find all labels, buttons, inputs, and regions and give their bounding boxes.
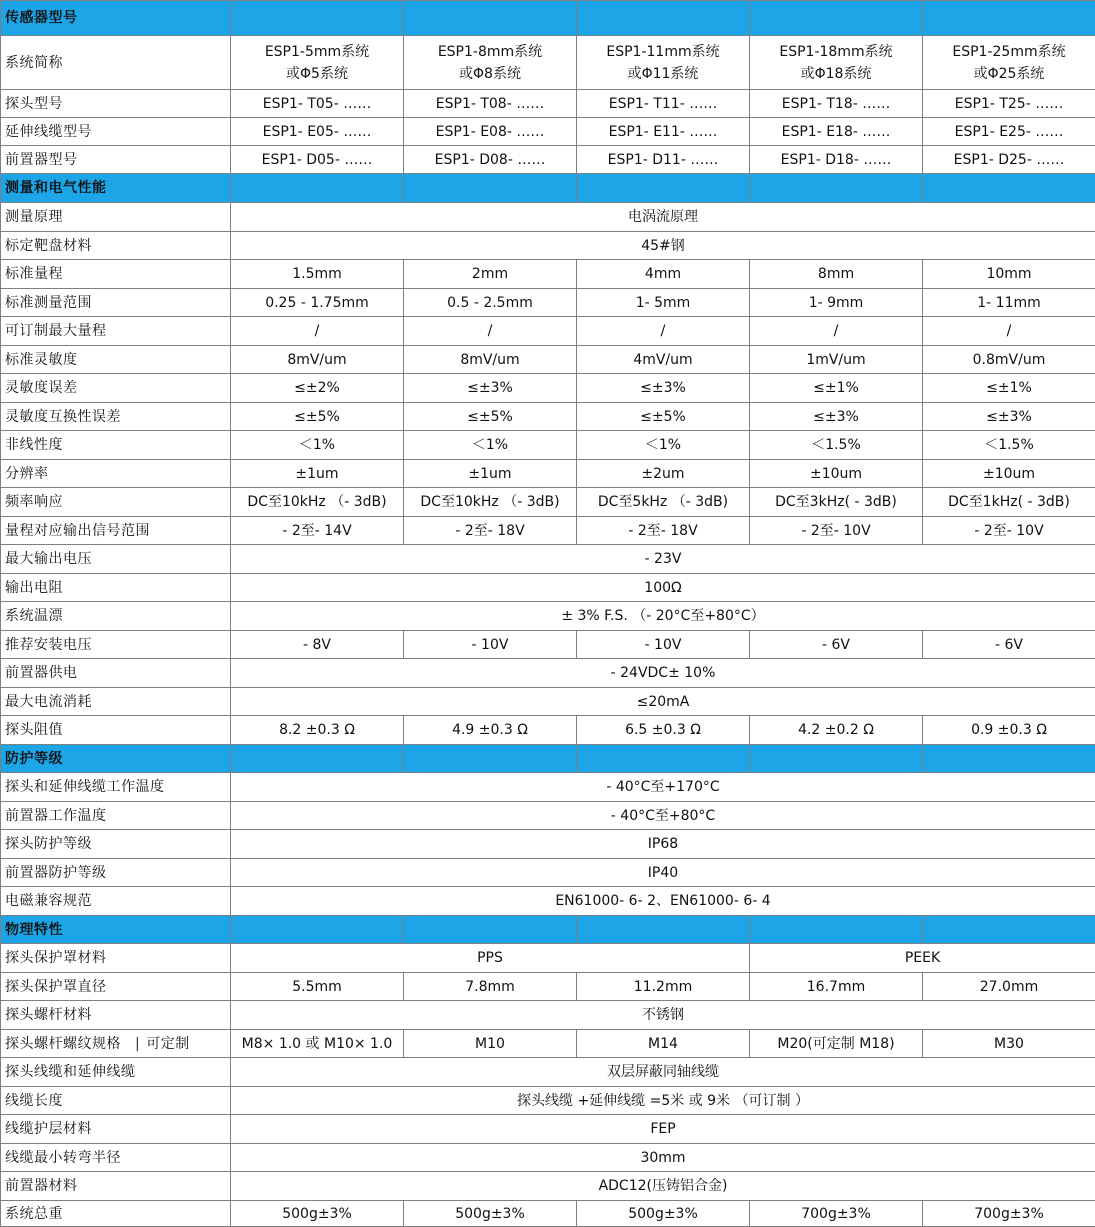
probe-resistance-value-5: 0.9 ±0.3 Ω <box>923 716 1095 745</box>
sensitivity-label: 标准灵敏度 <box>1 346 231 374</box>
interchange-error-value-4: ≤±3% <box>750 403 923 431</box>
preamp-temp-label: 前置器工作温度 <box>1 802 231 830</box>
temp-drift-label: 系统温漂 <box>1 602 231 631</box>
system-name-line1: ESP1-11mm系统 <box>577 44 749 60</box>
output-range-value-5: - 2至- 10V <box>923 517 1095 545</box>
section-measurement-title: 测量和电气性能 <box>1 174 231 203</box>
principle-value: 电涡流原理 <box>231 203 1095 232</box>
output-range-label: 量程对应输出信号范围 <box>1 517 231 545</box>
ext-cable-model-value-5: ESP1- E25- …… <box>923 118 1095 146</box>
probe-resistance-value-2: 4.9 ±0.3 Ω <box>404 716 577 745</box>
section-physical <box>1 916 1095 944</box>
section-measurement-fill <box>923 174 1095 203</box>
nonlinearity-value-4: ＜1.5% <box>750 431 923 460</box>
row-power-supply <box>1 659 1095 688</box>
max-output-voltage-label: 最大输出电压 <box>1 545 231 574</box>
row-install-voltage <box>1 631 1095 659</box>
nonlinearity-label: 非线性度 <box>1 431 231 460</box>
resolution-value-5: ±10um <box>923 460 1095 488</box>
freq-response-value-3: DC至5kHz （- 3dB) <box>577 488 750 517</box>
preamp-ip-value: IP40 <box>231 859 1095 887</box>
sensitivity-error-value-1: ≤±2% <box>231 374 404 403</box>
section-physical-fill <box>404 916 577 944</box>
system-name-value-4 <box>750 36 923 90</box>
total-weight-value-2: 500g±3% <box>404 1201 577 1227</box>
screw-material-value: 不锈钢 <box>231 1001 1095 1030</box>
nonlinearity-value-2: ＜1% <box>404 431 577 460</box>
row-principle <box>1 203 1095 232</box>
probe-model-value-1: ESP1- T05- …… <box>231 90 404 118</box>
preamp-model-value-3: ESP1- D11- …… <box>577 146 750 174</box>
row-max-current <box>1 688 1095 716</box>
section-protection-fill <box>923 745 1095 773</box>
ext-cable-model-value-2: ESP1- E08- …… <box>404 118 577 146</box>
row-output-resistance <box>1 574 1095 602</box>
row-cable-temp <box>1 773 1095 802</box>
bend-radius-value: 30mm <box>231 1144 1095 1172</box>
row-probe-model <box>1 90 1095 118</box>
section-physical-title: 物理特性 <box>1 916 231 944</box>
interchange-error-value-5: ≤±3% <box>923 403 1095 431</box>
freq-response-value-1: DC至10kHz （- 3dB) <box>231 488 404 517</box>
row-total-weight <box>1 1201 1095 1227</box>
cable-type-value: 双层屏蔽同轴线缆 <box>231 1058 1095 1087</box>
section-sensor-model-title: 传感器型号 <box>1 1 231 36</box>
system-name-line2: 或Φ18系统 <box>750 66 922 82</box>
spec-table-body <box>1 1 1095 1227</box>
cable-length-label: 线缆长度 <box>1 1087 231 1115</box>
total-weight-label: 系统总重 <box>1 1201 231 1227</box>
preamp-material-value: ADC12(压铸铝合金) <box>231 1172 1095 1201</box>
probe-model-value-2: ESP1- T08- …… <box>404 90 577 118</box>
output-range-value-3: - 2至- 18V <box>577 517 750 545</box>
interchange-error-value-1: ≤±5% <box>231 403 404 431</box>
target-material-value: 45#钢 <box>231 232 1095 260</box>
section-sensor-model-fill <box>577 1 750 36</box>
max-custom-range-value-5: / <box>923 317 1095 346</box>
sensitivity-value-2: 8mV/um <box>404 346 577 374</box>
row-preamp-model <box>1 146 1095 174</box>
section-sensor-model <box>1 1 1095 36</box>
row-cable-length <box>1 1087 1095 1115</box>
row-interchange-error <box>1 403 1095 431</box>
install-voltage-value-2: - 10V <box>404 631 577 659</box>
row-target-material <box>1 232 1095 260</box>
sensitivity-error-label: 灵敏度误差 <box>1 374 231 403</box>
install-voltage-value-5: - 6V <box>923 631 1095 659</box>
preamp-model-value-1: ESP1- D05- …… <box>231 146 404 174</box>
system-name-line1: ESP1-5mm系统 <box>231 44 403 60</box>
nonlinearity-value-1: ＜1% <box>231 431 404 460</box>
measure-range-label: 标准测量范围 <box>1 289 231 317</box>
probe-resistance-value-4: 4.2 ±0.2 Ω <box>750 716 923 745</box>
probe-resistance-value-1: 8.2 ±0.3 Ω <box>231 716 404 745</box>
section-protection-fill <box>750 745 923 773</box>
sensitivity-error-value-3: ≤±3% <box>577 374 750 403</box>
probe-ip-label: 探头防护等级 <box>1 830 231 859</box>
system-name-line2: 或Φ5系统 <box>231 66 403 82</box>
cable-temp-value: - 40°C至+170°C <box>231 773 1095 802</box>
sensitivity-value-3: 4mV/um <box>577 346 750 374</box>
system-name-value-2 <box>404 36 577 90</box>
probe-ip-value: IP68 <box>231 830 1095 859</box>
system-name-line1: ESP1-18mm系统 <box>750 44 922 60</box>
probe-model-value-4: ESP1- T18- …… <box>750 90 923 118</box>
max-output-voltage-value: - 23V <box>231 545 1095 574</box>
thread-spec-label-extra: 可定制 <box>146 1036 190 1052</box>
cover-diameter-value-1: 5.5mm <box>231 973 404 1001</box>
output-range-value-1: - 2至- 14V <box>231 517 404 545</box>
row-probe-resistance <box>1 716 1095 745</box>
row-freq-response <box>1 488 1095 517</box>
cable-length-value: 探头线缆 +延伸线缆 =5米 或 9米 （可订制 ） <box>231 1087 1095 1115</box>
cover-diameter-value-3: 11.2mm <box>577 973 750 1001</box>
sheath-material-label: 线缆护层材料 <box>1 1115 231 1144</box>
row-bend-radius <box>1 1144 1095 1172</box>
system-name-line2: 或Φ25系统 <box>923 66 1095 82</box>
resolution-value-2: ±1um <box>404 460 577 488</box>
row-cover-diameter <box>1 973 1095 1001</box>
thread-spec-value-2: M10 <box>404 1030 577 1058</box>
emc-value: EN61000- 6- 2、EN61000- 6- 4 <box>231 887 1095 916</box>
section-physical-fill <box>750 916 923 944</box>
system-name-label: 系统简称 <box>1 36 231 90</box>
section-physical-fill <box>231 916 404 944</box>
freq-response-value-2: DC至10kHz （- 3dB) <box>404 488 577 517</box>
cover-material-value-a: PPS <box>231 944 750 973</box>
row-probe-ip <box>1 830 1095 859</box>
temp-drift-value: ± 3% F.S. （- 20°C至+80°C） <box>231 602 1095 631</box>
cable-temp-label: 探头和延伸线缆工作温度 <box>1 773 231 802</box>
thread-spec-value-5: M30 <box>923 1030 1095 1058</box>
probe-model-label: 探头型号 <box>1 90 231 118</box>
cable-type-label: 探头线缆和延伸线缆 <box>1 1058 231 1087</box>
standard-range-value-2: 2mm <box>404 260 577 289</box>
nonlinearity-value-5: ＜1.5% <box>923 431 1095 460</box>
screw-material-label: 探头螺杆材料 <box>1 1001 231 1030</box>
sensitivity-value-1: 8mV/um <box>231 346 404 374</box>
section-measurement <box>1 174 1095 203</box>
max-custom-range-label: 可订制最大量程 <box>1 317 231 346</box>
resolution-value-3: ±2um <box>577 460 750 488</box>
row-measure-range <box>1 289 1095 317</box>
standard-range-value-3: 4mm <box>577 260 750 289</box>
total-weight-value-4: 700g±3% <box>750 1201 923 1227</box>
standard-range-value-4: 8mm <box>750 260 923 289</box>
probe-model-value-3: ESP1- T11- …… <box>577 90 750 118</box>
system-name-line2: 或Φ8系统 <box>404 66 576 82</box>
measure-range-value-4: 1- 9mm <box>750 289 923 317</box>
row-preamp-ip <box>1 859 1095 887</box>
measure-range-value-1: 0.25 - 1.75mm <box>231 289 404 317</box>
row-standard-range <box>1 260 1095 289</box>
max-custom-range-value-1: / <box>231 317 404 346</box>
section-measurement-fill <box>577 174 750 203</box>
section-measurement-fill <box>750 174 923 203</box>
power-supply-value: - 24VDC± 10% <box>231 659 1095 688</box>
cover-diameter-value-4: 16.7mm <box>750 973 923 1001</box>
measure-range-value-5: 1- 11mm <box>923 289 1095 317</box>
ext-cable-model-label: 延伸线缆型号 <box>1 118 231 146</box>
row-max-custom-range <box>1 317 1095 346</box>
cover-diameter-value-2: 7.8mm <box>404 973 577 1001</box>
row-resolution <box>1 460 1095 488</box>
section-physical-fill <box>577 916 750 944</box>
section-physical-fill <box>923 916 1095 944</box>
section-protection-fill <box>404 745 577 773</box>
row-output-range <box>1 517 1095 545</box>
row-sensitivity <box>1 346 1095 374</box>
standard-range-label: 标准量程 <box>1 260 231 289</box>
interchange-error-value-3: ≤±5% <box>577 403 750 431</box>
row-emc <box>1 887 1095 916</box>
section-sensor-model-fill <box>404 1 577 36</box>
nonlinearity-value-3: ＜1% <box>577 431 750 460</box>
install-voltage-value-4: - 6V <box>750 631 923 659</box>
cover-material-label: 探头保护罩材料 <box>1 944 231 973</box>
ext-cable-model-value-3: ESP1- E11- …… <box>577 118 750 146</box>
preamp-ip-label: 前置器防护等级 <box>1 859 231 887</box>
probe-model-value-5: ESP1- T25- …… <box>923 90 1095 118</box>
freq-response-value-5: DC至1kHz( - 3dB) <box>923 488 1095 517</box>
row-preamp-material <box>1 1172 1095 1201</box>
ext-cable-model-value-4: ESP1- E18- …… <box>750 118 923 146</box>
output-range-value-4: - 2至- 10V <box>750 517 923 545</box>
thread-spec-value-4: M20(可定制 M18) <box>750 1030 923 1058</box>
output-resistance-value: 100Ω <box>231 574 1095 602</box>
section-protection-fill <box>231 745 404 773</box>
sensitivity-error-value-4: ≤±1% <box>750 374 923 403</box>
row-ext-cable-model <box>1 118 1095 146</box>
max-custom-range-value-2: / <box>404 317 577 346</box>
ext-cable-model-value-1: ESP1- E05- …… <box>231 118 404 146</box>
preamp-model-value-2: ESP1- D08- …… <box>404 146 577 174</box>
install-voltage-value-3: - 10V <box>577 631 750 659</box>
system-name-line1: ESP1-25mm系统 <box>923 44 1095 60</box>
section-measurement-fill <box>404 174 577 203</box>
section-sensor-model-fill <box>923 1 1095 36</box>
sheath-material-value: FEP <box>231 1115 1095 1144</box>
power-supply-label: 前置器供电 <box>1 659 231 688</box>
output-range-value-2: - 2至- 18V <box>404 517 577 545</box>
section-measurement-fill <box>231 174 404 203</box>
row-cable-type <box>1 1058 1095 1087</box>
cover-material-value-b: PEEK <box>750 944 1095 973</box>
row-system-name <box>1 36 1095 90</box>
resolution-label: 分辨率 <box>1 460 231 488</box>
total-weight-value-5: 700g±3% <box>923 1201 1095 1227</box>
max-current-value: ≤20mA <box>231 688 1095 716</box>
thread-spec-value-3: M14 <box>577 1030 750 1058</box>
interchange-error-value-2: ≤±5% <box>404 403 577 431</box>
row-max-output-voltage <box>1 545 1095 574</box>
standard-range-value-1: 1.5mm <box>231 260 404 289</box>
install-voltage-value-1: - 8V <box>231 631 404 659</box>
row-cover-material <box>1 944 1095 973</box>
probe-resistance-label: 探头阻值 <box>1 716 231 745</box>
row-temp-drift <box>1 602 1095 631</box>
cover-diameter-label: 探头保护罩直径 <box>1 973 231 1001</box>
preamp-model-value-5: ESP1- D25- …… <box>923 146 1095 174</box>
cover-diameter-value-5: 27.0mm <box>923 973 1095 1001</box>
row-screw-material <box>1 1001 1095 1030</box>
preamp-temp-value: - 40°C至+80°C <box>231 802 1095 830</box>
system-name-line1: ESP1-8mm系统 <box>404 44 576 60</box>
bend-radius-label: 线缆最小转弯半径 <box>1 1144 231 1172</box>
emc-label: 电磁兼容规范 <box>1 887 231 916</box>
system-name-value-1 <box>231 36 404 90</box>
interchange-error-label: 灵敏度互换性误差 <box>1 403 231 431</box>
row-nonlinearity <box>1 431 1095 460</box>
section-protection-title: 防护等级 <box>1 745 231 773</box>
row-sheath-material <box>1 1115 1095 1144</box>
max-custom-range-value-4: / <box>750 317 923 346</box>
standard-range-value-5: 10mm <box>923 260 1095 289</box>
thread-spec-label-separator: | <box>135 1036 140 1052</box>
section-protection <box>1 745 1095 773</box>
system-name-value-5 <box>923 36 1095 90</box>
row-sensitivity-error <box>1 374 1095 403</box>
system-name-line2: 或Φ11系统 <box>577 66 749 82</box>
preamp-model-value-4: ESP1- D18- …… <box>750 146 923 174</box>
total-weight-value-1: 500g±3% <box>231 1201 404 1227</box>
principle-label: 测量原理 <box>1 203 231 232</box>
sensitivity-error-value-2: ≤±3% <box>404 374 577 403</box>
system-name-value-3 <box>577 36 750 90</box>
resolution-value-4: ±10um <box>750 460 923 488</box>
thread-spec-label-main: 探头螺杆螺纹规格 <box>5 1036 121 1052</box>
max-current-label: 最大电流消耗 <box>1 688 231 716</box>
sensitivity-value-5: 0.8mV/um <box>923 346 1095 374</box>
preamp-material-label: 前置器材料 <box>1 1172 231 1201</box>
probe-resistance-value-3: 6.5 ±0.3 Ω <box>577 716 750 745</box>
thread-spec-value-1: M8× 1.0 或 M10× 1.0 <box>231 1030 404 1058</box>
target-material-label: 标定靶盘材料 <box>1 232 231 260</box>
total-weight-value-3: 500g±3% <box>577 1201 750 1227</box>
freq-response-label: 频率响应 <box>1 488 231 517</box>
output-resistance-label: 输出电阻 <box>1 574 231 602</box>
sensitivity-error-value-5: ≤±1% <box>923 374 1095 403</box>
section-protection-fill <box>577 745 750 773</box>
freq-response-value-4: DC至3kHz( - 3dB) <box>750 488 923 517</box>
install-voltage-label: 推荐安装电压 <box>1 631 231 659</box>
row-thread-spec <box>1 1030 1095 1058</box>
section-sensor-model-fill <box>750 1 923 36</box>
measure-range-value-3: 1- 5mm <box>577 289 750 317</box>
resolution-value-1: ±1um <box>231 460 404 488</box>
measure-range-value-2: 0.5 - 2.5mm <box>404 289 577 317</box>
row-preamp-temp <box>1 802 1095 830</box>
preamp-model-label: 前置器型号 <box>1 146 231 174</box>
thread-spec-label <box>1 1030 231 1058</box>
sensitivity-value-4: 1mV/um <box>750 346 923 374</box>
max-custom-range-value-3: / <box>577 317 750 346</box>
section-sensor-model-fill <box>231 1 404 36</box>
